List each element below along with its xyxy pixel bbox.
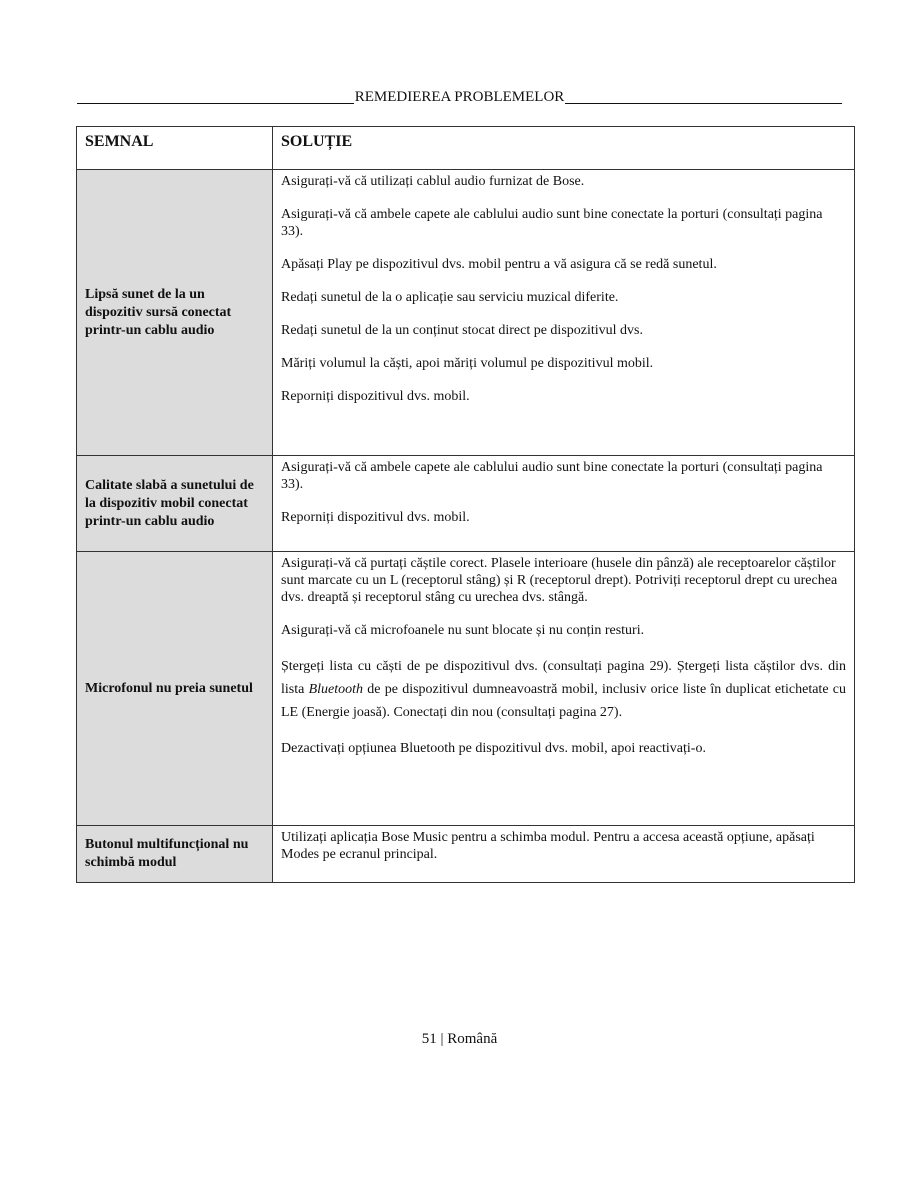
solution-cell [273,170,855,456]
solution-item-clear-list [281,655,846,724]
solution-item: Redați sunetul de la o aplicație sau serviciu muzical diferite. [281,290,619,305]
signal-cell: Butonul multifuncțional nu schimbă modul [77,826,273,883]
table-header-row [77,127,855,170]
header-rule-right [565,103,842,104]
troubleshooting-table [76,126,855,883]
header-title: REMEDIEREA PROBLEMELOR [354,89,565,105]
solution-item: Măriți volumul la căști, apoi măriți volumul pe dispozitivul mobil. [281,356,654,371]
page-footer: 51 | Română [421,1031,498,1047]
table-row [77,456,855,552]
solution-item: Reporniți dispozitivul dvs. mobil. [281,510,470,525]
column-header-signal: SEMNAL [77,127,273,170]
bluetooth-emphasis: Bluetooth [308,682,364,697]
solution-item: Redați sunetul de la un conținut stocat direct pe dispozitivul dvs. [281,323,643,338]
table-row [77,826,855,883]
solution-cell [273,552,855,826]
header-rule-left [77,103,354,104]
clear-list-text: Ștergeți lista cu căști de pe dispozitivul dvs. (consultați pagina 29). Ștergeți lista căștilor dvs. din lista [281,659,846,697]
solution-cell [273,456,855,552]
solution-item: Asigurați-vă că utilizați cablul audio furnizat de Bose. [281,174,585,189]
solution-item: Asigurați-vă că microfoanele nu sunt blocate și nu conțin resturi. [281,623,645,638]
signal-cell: Lipsă sunet de la un dispozitiv sursă conectat printr-un cablu audio [77,170,273,456]
clear-list-text-end: de pe dispozitivul dumneavoastră mobil, inclusiv orice liste în duplicat etichetate cu LE (Energie joasă). Conectați din nou (consultați pagina 27). [281,682,846,720]
solution-item: Asigurați-vă că ambele capete ale cablului audio sunt bine conectate la porturi (consultați pagina 33). [281,460,823,492]
solution-item: Reporniți dispozitivul dvs. mobil. [281,389,470,404]
signal-cell: Microfonul nu preia sunetul [77,552,273,826]
solution-item: Asigurați-vă că purtați căștile corect. Plasele interioare (husele din pânză) ale receptoarelor căștilor sunt marcate cu un L (receptorul stâng) și R (receptorul drept). Potriviți receptorul drept cu urechea dvs. dreaptă și receptorul stâng cu urechea dvs. stângă. [281,556,838,605]
table-row [77,552,855,826]
page-header [77,88,842,106]
solution-item: Dezactivați opțiunea Bluetooth pe dispozitivul dvs. mobil, apoi reactivați-o. [281,741,706,756]
table-row [77,170,855,456]
solution-item: Utilizați aplicația Bose Music pentru a schimba modul. Pentru a accesa această opțiune, apăsați Modes pe ecranul principal. [281,830,815,862]
solution-cell [273,826,855,883]
solution-item: Apăsați Play pe dispozitivul dvs. mobil pentru a vă asigura că se redă sunetul. [281,257,717,272]
solution-item: Asigurați-vă că ambele capete ale cablului audio sunt bine conectate la porturi (consultați pagina 33). [281,207,823,239]
column-header-solution: SOLUȚIE [273,127,855,170]
signal-cell: Calitate slabă a sunetului de la dispozitiv mobil conectat printr-un cablu audio [77,456,273,552]
